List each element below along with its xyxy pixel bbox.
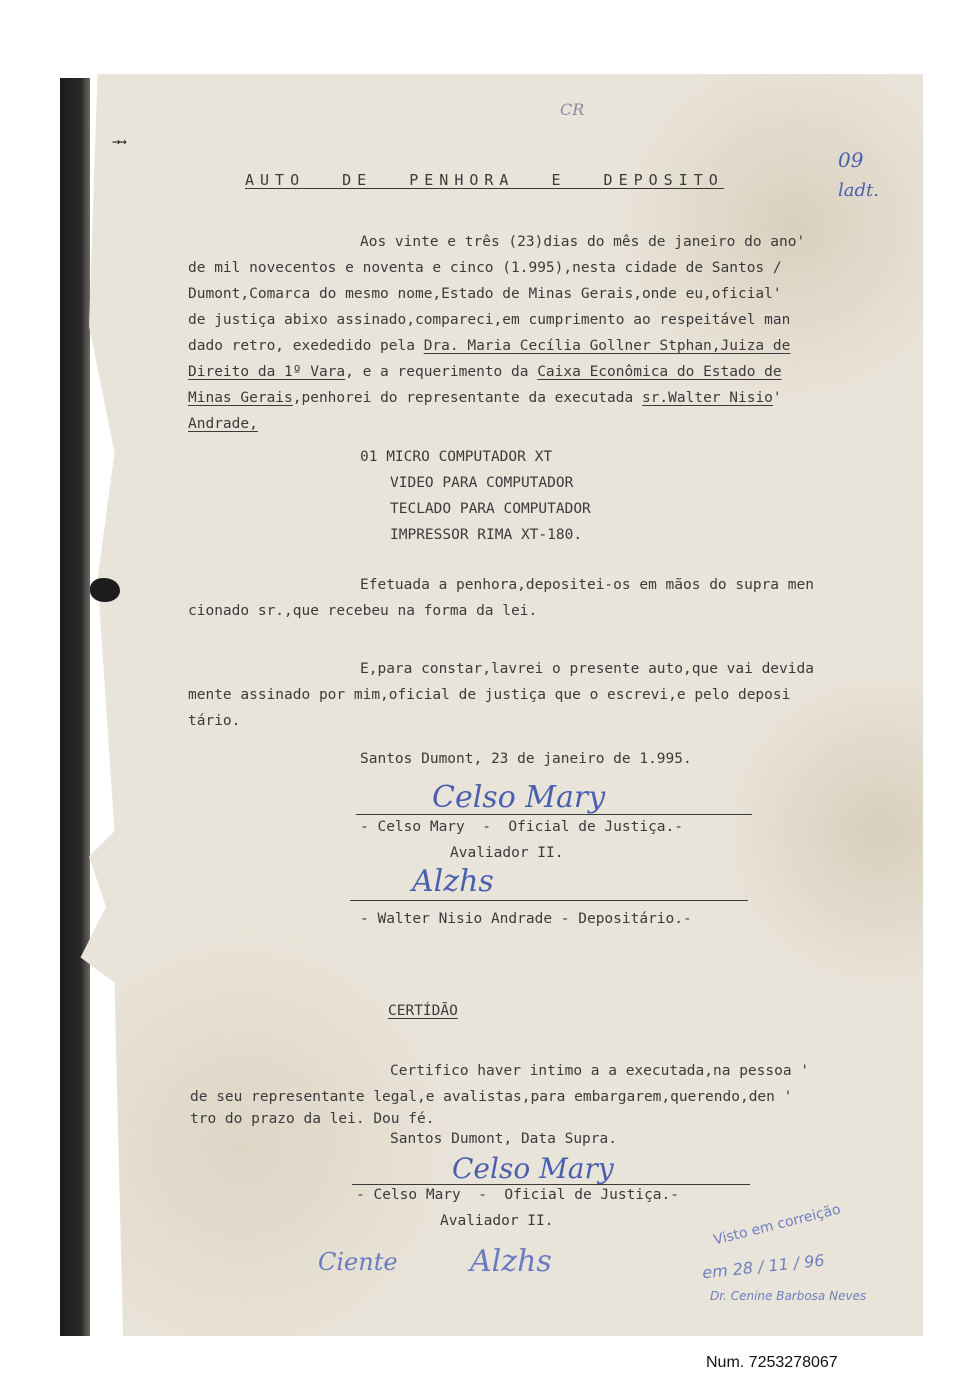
item-micro-computer: 01 MICRO COMPUTADOR XT — [360, 449, 553, 465]
edge-arrow-icon: →→ — [112, 134, 125, 150]
paper-tear-hole — [90, 578, 120, 602]
request-text: , e a requerimento da — [345, 364, 538, 380]
margin-note-corner-2: ladt. — [838, 180, 879, 201]
paragraph1-line3: Dumont,Comarca do mesmo nome,Estado de Minas Gerais,onde eu,oficial' — [188, 286, 782, 302]
stamp-line2: em 28 / 11 / 96 — [701, 1250, 826, 1283]
item-keyboard: TECLADO PARA COMPUTADOR — [390, 501, 591, 517]
ciente-signature: Alzhs — [470, 1244, 552, 1279]
paragraph1-line4: de justiça abixo assinado,compareci,em cumprimento ao respeitável man — [188, 312, 791, 328]
paragraph1-line5 — [188, 339, 790, 354]
certidao-place-line: Santos Dumont, Data Supra. — [390, 1131, 617, 1147]
certidao-signature-handwriting: Celso Mary — [452, 1152, 614, 1185]
court-name: Direito da 1º Vara — [188, 364, 346, 380]
signature1-line — [356, 814, 752, 815]
date-line: Santos Dumont, 23 de janeiro de 1.995. — [360, 751, 692, 767]
certidao-heading: CERTÍDÃO — [388, 1003, 458, 1019]
document-title: AUTO DE PENHORA E DEPOSITO — [245, 171, 724, 189]
certidao-line1: Certifico haver intimo a a executada,na pessoa ' — [390, 1063, 810, 1079]
stamp-line3: Dr. Cenine Barbosa Neves — [710, 1289, 867, 1303]
creditor-name: Caixa Econômica do Estado de — [537, 364, 782, 380]
margin-note-top: CR — [560, 100, 585, 119]
paragraph3-line2: mente assinado por mim,oficial de justiça que o escrevi,e pelo deposi — [188, 687, 791, 703]
certidao-line3: tro do prazo da lei. Dou fé. — [190, 1111, 435, 1127]
creditor-state: Minas Gerais — [188, 390, 293, 406]
mandate-text: dado retro, exededido pela — [188, 338, 424, 354]
scan-background-strip — [60, 78, 90, 1336]
apostrophe: ' — [772, 390, 782, 406]
judge-name: Dra. Maria Cecília Gollner Stphan,Juiza de — [423, 338, 791, 354]
paragraph1-line2: de mil novecentos e noventa e cinco (1.995),nesta cidade de Santos / — [188, 260, 782, 276]
certidao-signature-role: Avaliador II. — [440, 1213, 554, 1229]
debtor-surname: Andrade, — [188, 416, 258, 432]
item-video: VIDEO PARA COMPUTADOR — [390, 475, 574, 491]
document-number: Num. 7253278067 — [706, 1354, 838, 1371]
ciente-note: Ciente — [318, 1248, 398, 1276]
inspection-stamp — [690, 1195, 920, 1320]
signature2-caption: - Walter Nisio Andrade - Depositário.- — [360, 911, 692, 927]
stamp-line1: Visto em correição — [711, 1201, 843, 1249]
seizure-text: ,penhorei do representante da executada — [292, 390, 642, 406]
debtor-name: sr.Walter Nisio — [641, 390, 773, 406]
paragraph3-line1: E,para constar,lavrei o presente auto,que vai devida — [360, 661, 814, 677]
certidao-line2: de seu representante legal,e avalistas,para embargarem,querendo,den ' — [190, 1089, 793, 1105]
signature2-line — [350, 900, 748, 901]
paragraph2-line1: Efetuada a penhora,depositei-os em mãos do supra men — [360, 577, 814, 593]
item-printer: IMPRESSOR RIMA XT-180. — [390, 527, 583, 543]
signature2-handwriting: Alzhs — [412, 864, 494, 899]
paragraph2-line2: cionado sr.,que recebeu na forma da lei. — [188, 603, 538, 619]
certidao-signature-line — [352, 1184, 750, 1185]
signature1-caption: - Celso Mary - Oficial de Justiça.- — [360, 819, 684, 835]
paragraph3-line3: tário. — [188, 713, 241, 729]
paragraph1-line1: Aos vinte e três (23)dias do mês de janeiro do ano' — [360, 234, 806, 250]
signature1-role: Avaliador II. — [450, 845, 564, 861]
certidao-signature-caption: - Celso Mary - Oficial de Justiça.- — [356, 1187, 680, 1203]
margin-note-corner: 09 — [838, 148, 864, 172]
signature1-handwriting: Celso Mary — [432, 780, 606, 815]
paragraph1-line7 — [188, 391, 782, 406]
paragraph1-line6 — [188, 365, 782, 380]
